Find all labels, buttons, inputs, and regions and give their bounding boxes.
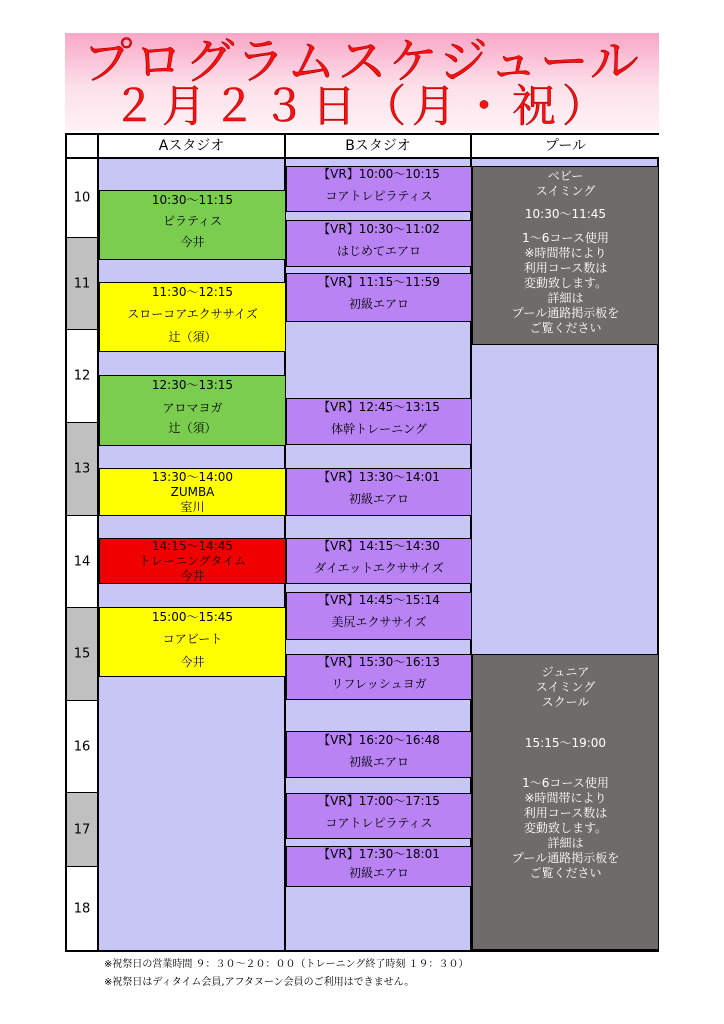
pool-detail: ご覧ください xyxy=(529,321,602,335)
instructor: 辻（須） xyxy=(168,421,217,435)
class-block-b3[interactable] xyxy=(286,273,472,322)
class-name: ダイエットエクササイズ xyxy=(314,561,444,575)
pool-detail: プール通路掲示板を xyxy=(511,851,620,865)
hour-10: 10 xyxy=(67,159,99,238)
schedule-grid xyxy=(65,133,659,952)
header-blank xyxy=(67,135,99,159)
hour-15: 15 xyxy=(67,608,99,701)
instructor: 辻（須） xyxy=(168,330,217,344)
pool-time: 10:30～11:45 xyxy=(524,207,607,221)
class-time: 【VR】14:45～15:14 xyxy=(318,593,440,607)
class-time: 【VR】17:30～18:01 xyxy=(318,847,440,861)
hour-14: 14 xyxy=(67,516,99,608)
class-time: 【VR】12:45～13:15 xyxy=(318,400,440,414)
class-time: 【VR】11:15～11:59 xyxy=(318,275,440,289)
pool-block-junior[interactable] xyxy=(472,654,659,950)
class-name: 美尻エクササイズ xyxy=(331,615,427,629)
header-studio-b: Bスタジオ xyxy=(286,135,472,159)
class-block-b6[interactable] xyxy=(286,538,472,584)
class-block-b10[interactable] xyxy=(286,793,472,839)
class-time: 【VR】13:30～14:01 xyxy=(318,470,440,484)
class-name: はじめてエアロ xyxy=(336,244,421,258)
class-name: コアトレピラティス xyxy=(325,189,433,203)
class-name: 初級エアロ xyxy=(348,297,409,311)
footnote-hours: ※祝祭日の営業時間 ９：３０～２０：００（トレーニング終了時刻 １９：３０） xyxy=(104,959,469,970)
pool-detail: ご覧ください xyxy=(529,866,602,880)
class-time: 10:30～11:15 xyxy=(151,193,234,207)
pool-detail: ※時間帯により xyxy=(524,246,607,260)
pool-title: ベビー xyxy=(547,169,584,183)
class-name: ZUMBA xyxy=(170,485,215,499)
class-time: 【VR】15:30～16:13 xyxy=(318,655,440,669)
class-block-a5[interactable] xyxy=(99,538,286,584)
instructor: 室川 xyxy=(180,500,205,514)
class-name: コアトレピラティス xyxy=(325,816,433,830)
class-block-a6[interactable] xyxy=(99,607,286,677)
class-name: 初級エアロ xyxy=(348,755,409,769)
class-name: 初級エアロ xyxy=(348,866,409,880)
footnote-membership: ※祝祭日はディタイム会員,アフタヌーン会員のご利用はできません。 xyxy=(104,977,415,988)
pool-detail: 1～6コース使用 xyxy=(522,231,609,245)
class-name: コアビート xyxy=(162,632,223,646)
pool-title: スイミング xyxy=(535,680,596,694)
class-name: 初級エアロ xyxy=(348,492,409,506)
page-title: プログラムスケジュール xyxy=(83,33,641,90)
class-time: 【VR】16:20～16:48 xyxy=(318,733,440,747)
title-banner xyxy=(65,33,659,131)
pool-detail: 詳細は xyxy=(547,836,584,850)
hour-16: 16 xyxy=(67,701,99,793)
pool-detail: 利用コース数は xyxy=(523,261,608,275)
hour-12: 12 xyxy=(67,330,99,423)
class-block-a3[interactable] xyxy=(99,375,286,446)
class-block-b4[interactable] xyxy=(286,398,472,445)
class-block-b9[interactable] xyxy=(286,731,472,778)
pool-title: ジュニア xyxy=(541,665,590,679)
class-name: リフレッシュヨガ xyxy=(331,677,427,691)
class-time: 【VR】17:00～17:15 xyxy=(318,794,440,808)
class-name: ピラティス xyxy=(162,214,223,228)
class-block-b7[interactable] xyxy=(286,592,472,640)
class-block-b8[interactable] xyxy=(286,654,472,700)
instructor: 今井 xyxy=(180,235,205,249)
pool-detail: 1～6コース使用 xyxy=(522,776,609,790)
class-block-b2[interactable] xyxy=(286,220,472,267)
pool-detail: プール通路掲示板を xyxy=(511,306,620,320)
page-date: ２月２３日（月・祝） xyxy=(112,81,612,132)
class-name: スローコアエクササイズ xyxy=(127,307,258,321)
instructor: 今井 xyxy=(180,655,205,669)
class-time: 12:30～13:15 xyxy=(151,378,234,392)
class-time: 13:30～14:00 xyxy=(151,470,234,484)
header-pool: プール xyxy=(472,135,659,159)
pool-detail: 変動致します。 xyxy=(523,276,608,290)
class-block-a1[interactable] xyxy=(99,190,286,260)
class-block-a4[interactable] xyxy=(99,468,286,516)
class-name: 体幹トレーニング xyxy=(331,422,427,436)
pool-title: スクール xyxy=(541,695,590,709)
header-studio-a: Aスタジオ xyxy=(99,135,286,159)
class-name: トレーニングタイム xyxy=(138,554,247,568)
class-time: 【VR】10:00～10:15 xyxy=(318,167,440,181)
class-time: 15:00～15:45 xyxy=(151,610,234,624)
class-time: 【VR】10:30～11:02 xyxy=(318,222,440,236)
pool-detail: 利用コース数は xyxy=(523,806,608,820)
pool-detail: ※時間帯により xyxy=(524,791,607,805)
instructor: 今井 xyxy=(180,569,205,583)
pool-title: スイミング xyxy=(535,184,596,198)
class-time: 【VR】14:15～14:30 xyxy=(318,539,440,553)
class-time: 11:30～12:15 xyxy=(151,285,234,299)
hour-13: 13 xyxy=(67,423,99,516)
hour-18: 18 xyxy=(67,867,99,950)
class-time: 14:15～14:45 xyxy=(151,539,234,553)
hour-11: 11 xyxy=(67,238,99,330)
class-block-b11[interactable] xyxy=(286,846,472,887)
pool-block-baby[interactable] xyxy=(472,166,659,345)
class-block-b1[interactable] xyxy=(286,166,472,212)
pool-detail: 詳細は xyxy=(547,291,584,305)
hour-17: 17 xyxy=(67,793,99,867)
pool-detail: 変動致します。 xyxy=(523,821,608,835)
class-name: アロマヨガ xyxy=(162,401,223,415)
pool-time: 15:15～19:00 xyxy=(524,736,607,750)
class-block-b5[interactable] xyxy=(286,468,472,516)
class-block-a2[interactable] xyxy=(99,282,286,352)
